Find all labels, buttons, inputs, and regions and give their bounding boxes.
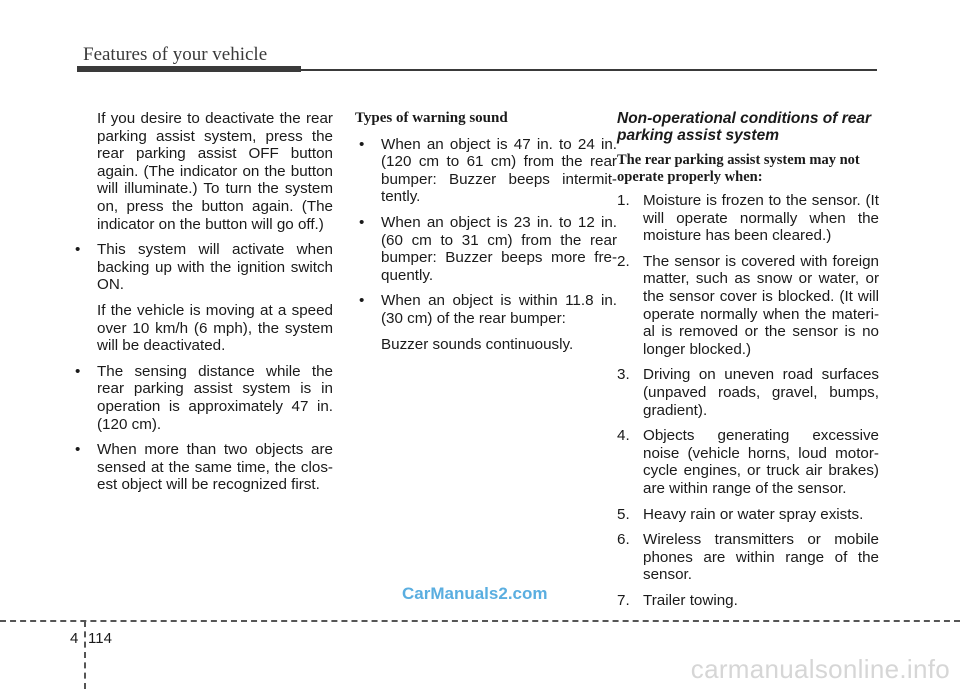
item-number: 3. [617, 366, 630, 384]
list-item [617, 192, 879, 245]
list-item-text: When an object is 47 in. to 24 in. (120 cm to 61 cm) from the rear bumper: Buzzer beeps intermit- tently. [381, 135, 617, 206]
item-number: 2. [617, 252, 630, 270]
chapter-number: 4 [70, 630, 79, 647]
footer-vertical-divider [84, 621, 86, 689]
bullet-icon: • [359, 292, 365, 310]
bullet-icon: • [75, 441, 81, 459]
column-middle [355, 110, 617, 361]
list-item [355, 136, 617, 206]
deactivate-paragraph: If you desire to deactivate the rear parking assist system, press the rear parking assist OFF button again. (The indicator on the button will illuminate.) To turn the system on, press the button again. (The indicator on the button will go off.) [97, 110, 333, 233]
list-item-text: Objects generating excessive noise (vehicle horns, loud motor- cycle engines, or truck air brakes) are within range of the sensor. [643, 427, 879, 497]
column-right [617, 110, 879, 617]
watermark-link[interactable]: CarManuals2.com [402, 584, 548, 603]
list-item [355, 214, 617, 284]
site-watermark: carmanualsonline.info [690, 654, 950, 684]
bullet-icon: • [75, 241, 81, 259]
bullet-icon: • [75, 362, 81, 380]
list-item [617, 427, 879, 497]
list-item [355, 292, 617, 327]
list-item-text: When an object is 23 in. to 12 in. (60 cm to 31 cm) from the rear bumper: Buzzer beeps more fre- quently. [381, 213, 617, 284]
item-number: 1. [617, 192, 630, 209]
list-item-text: Moisture is frozen to the sensor. (It will operate normally when the moisture has been cleared.) [643, 192, 879, 245]
header-rule-thin [301, 69, 877, 71]
footer-divider [0, 620, 960, 622]
section-title: Features of your vehicle [83, 44, 268, 65]
list-item-text: This system will activate when backing up with the ignition switch ON. [97, 241, 333, 294]
list-item [617, 366, 879, 419]
list-item-text: The sensor is covered with foreign matter, such as snow or water, or the sensor cover is blocked. (It will operate normally when the materi- al is removed or the sensor is no longer blocked.) [643, 252, 879, 358]
page-number: 114 [88, 630, 112, 647]
list-item [617, 531, 879, 584]
item-number: 5. [617, 505, 630, 523]
non-operational-heading: Non-operational conditions of rear parking assist system [617, 110, 872, 144]
list-item-text: Heavy rain or water spray exists. [643, 505, 864, 523]
list-item-text: Wireless transmitters or mobile phones are within range of the sensor. [643, 531, 879, 584]
continuous-note: Buzzer sounds continuously. [381, 335, 574, 353]
item-number: 4. [617, 427, 630, 445]
list-item-text: When an object is within 11.8 in. (30 cm) of the rear bumper: [381, 292, 617, 327]
header-rule-bold [77, 66, 301, 72]
list-item-text: Trailer towing. [643, 591, 738, 609]
list-item [71, 363, 333, 433]
list-item [617, 506, 879, 524]
speed-note: If the vehicle is moving at a speed over 10 km/h (6 mph), the system will be deactivated. [97, 301, 333, 355]
list-item [71, 241, 333, 294]
list-item [617, 592, 879, 610]
bullet-icon: • [359, 213, 365, 231]
bullet-icon: • [359, 135, 365, 153]
item-number: 6. [617, 531, 630, 549]
list-item-text: The sensing distance while the rear parking assist system is in operation is approximately 47 in. (120 cm). [97, 362, 333, 433]
list-item [71, 441, 333, 494]
list-item-text: Driving on uneven road surfaces (unpaved roads, gravel, bumps, gradient). [643, 366, 879, 419]
warning-sound-heading: Types of warning sound [355, 110, 508, 126]
non-operational-intro: The rear parking assist system may not operate properly when: [617, 152, 860, 185]
list-item-text: When more than two objects are sensed at the same time, the clos- est object will be recognized first. [97, 441, 333, 494]
column-left [71, 110, 333, 502]
list-item [617, 253, 879, 359]
item-number: 7. [617, 591, 630, 609]
